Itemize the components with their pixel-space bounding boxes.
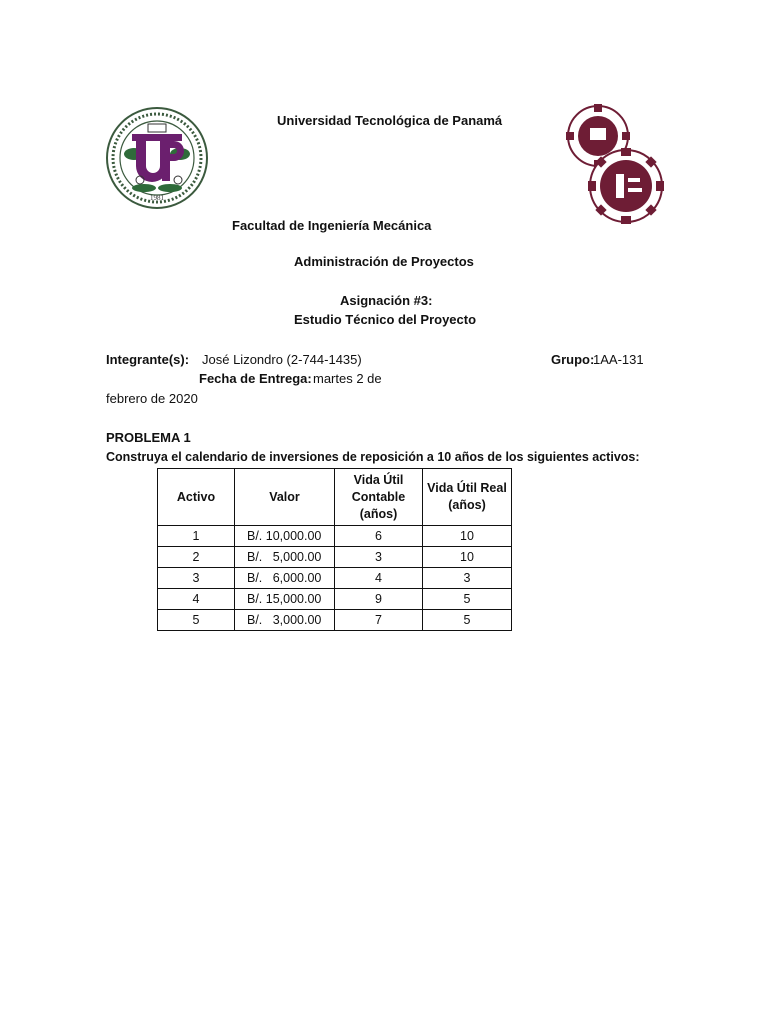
table-row xyxy=(158,568,512,589)
cell-vida-contable: 7 xyxy=(335,610,423,631)
problem-title: PROBLEMA 1 xyxy=(106,430,191,445)
group-label: Grupo: xyxy=(551,352,595,367)
header-vida-util-contable xyxy=(335,469,423,526)
assignment-number: Asignación #3: xyxy=(340,293,433,308)
table-row xyxy=(158,610,512,631)
date-value-line1: martes 2 de xyxy=(313,371,382,386)
header-contable-line2: Contable xyxy=(351,489,406,504)
header-vida-util-real xyxy=(423,469,512,526)
cell-vida-real: 5 xyxy=(423,610,512,631)
cell-activo: 2 xyxy=(158,547,235,568)
members-label: Integrante(s): xyxy=(106,352,190,367)
cell-activo: 3 xyxy=(158,568,235,589)
fim-logo xyxy=(566,104,666,226)
university-title: Universidad Tecnológica de Panamá xyxy=(277,113,503,128)
group-value: 1AA-131 xyxy=(593,352,644,367)
cell-activo: 4 xyxy=(158,589,235,610)
cell-activo: 1 xyxy=(158,526,235,547)
header-contable-line3: (años) xyxy=(359,506,398,521)
cell-vida-contable: 9 xyxy=(335,589,423,610)
table-row xyxy=(158,589,512,610)
assets-table xyxy=(157,468,512,631)
svg-text:1981: 1981 xyxy=(150,194,164,202)
cell-valor: B/. 5,000.00 xyxy=(235,547,335,568)
table-header-row xyxy=(158,469,512,526)
cell-valor: B/. 15,000.00 xyxy=(235,589,335,610)
cell-vida-contable: 3 xyxy=(335,547,423,568)
table-row xyxy=(158,547,512,568)
course-title: Administración de Proyectos xyxy=(294,254,474,269)
date-label: Fecha de Entrega: xyxy=(199,371,312,386)
cell-vida-real: 10 xyxy=(423,526,512,547)
problem-statement: Construya el calendario de inversiones de reposición a 10 años de los siguientes activos: xyxy=(106,450,640,464)
date-value-line2: febrero de 2020 xyxy=(106,391,198,406)
assignment-title: Estudio Técnico del Proyecto xyxy=(294,312,477,327)
header-valor: Valor xyxy=(235,469,335,526)
faculty-title: Facultad de Ingeniería Mecánica xyxy=(232,218,432,233)
cell-vida-contable: 6 xyxy=(335,526,423,547)
header-real-line2: (años) xyxy=(448,498,486,512)
header-contable-line1: Vida Útil xyxy=(353,472,404,487)
cell-vida-real: 10 xyxy=(423,547,512,568)
cell-vida-real: 5 xyxy=(423,589,512,610)
members-value: José Lizondro (2-744-1435) xyxy=(202,352,362,367)
utp-logo xyxy=(104,104,210,212)
header-real-line1: Vida Útil Real xyxy=(427,481,507,495)
cell-activo: 5 xyxy=(158,610,235,631)
cell-vida-contable: 4 xyxy=(335,568,423,589)
table-row xyxy=(158,526,512,547)
header-activo: Activo xyxy=(158,469,235,526)
cell-valor: B/. 10,000.00 xyxy=(235,526,335,547)
cell-vida-real: 3 xyxy=(423,568,512,589)
cell-valor: B/. 3,000.00 xyxy=(235,610,335,631)
cell-valor: B/. 6,000.00 xyxy=(235,568,335,589)
